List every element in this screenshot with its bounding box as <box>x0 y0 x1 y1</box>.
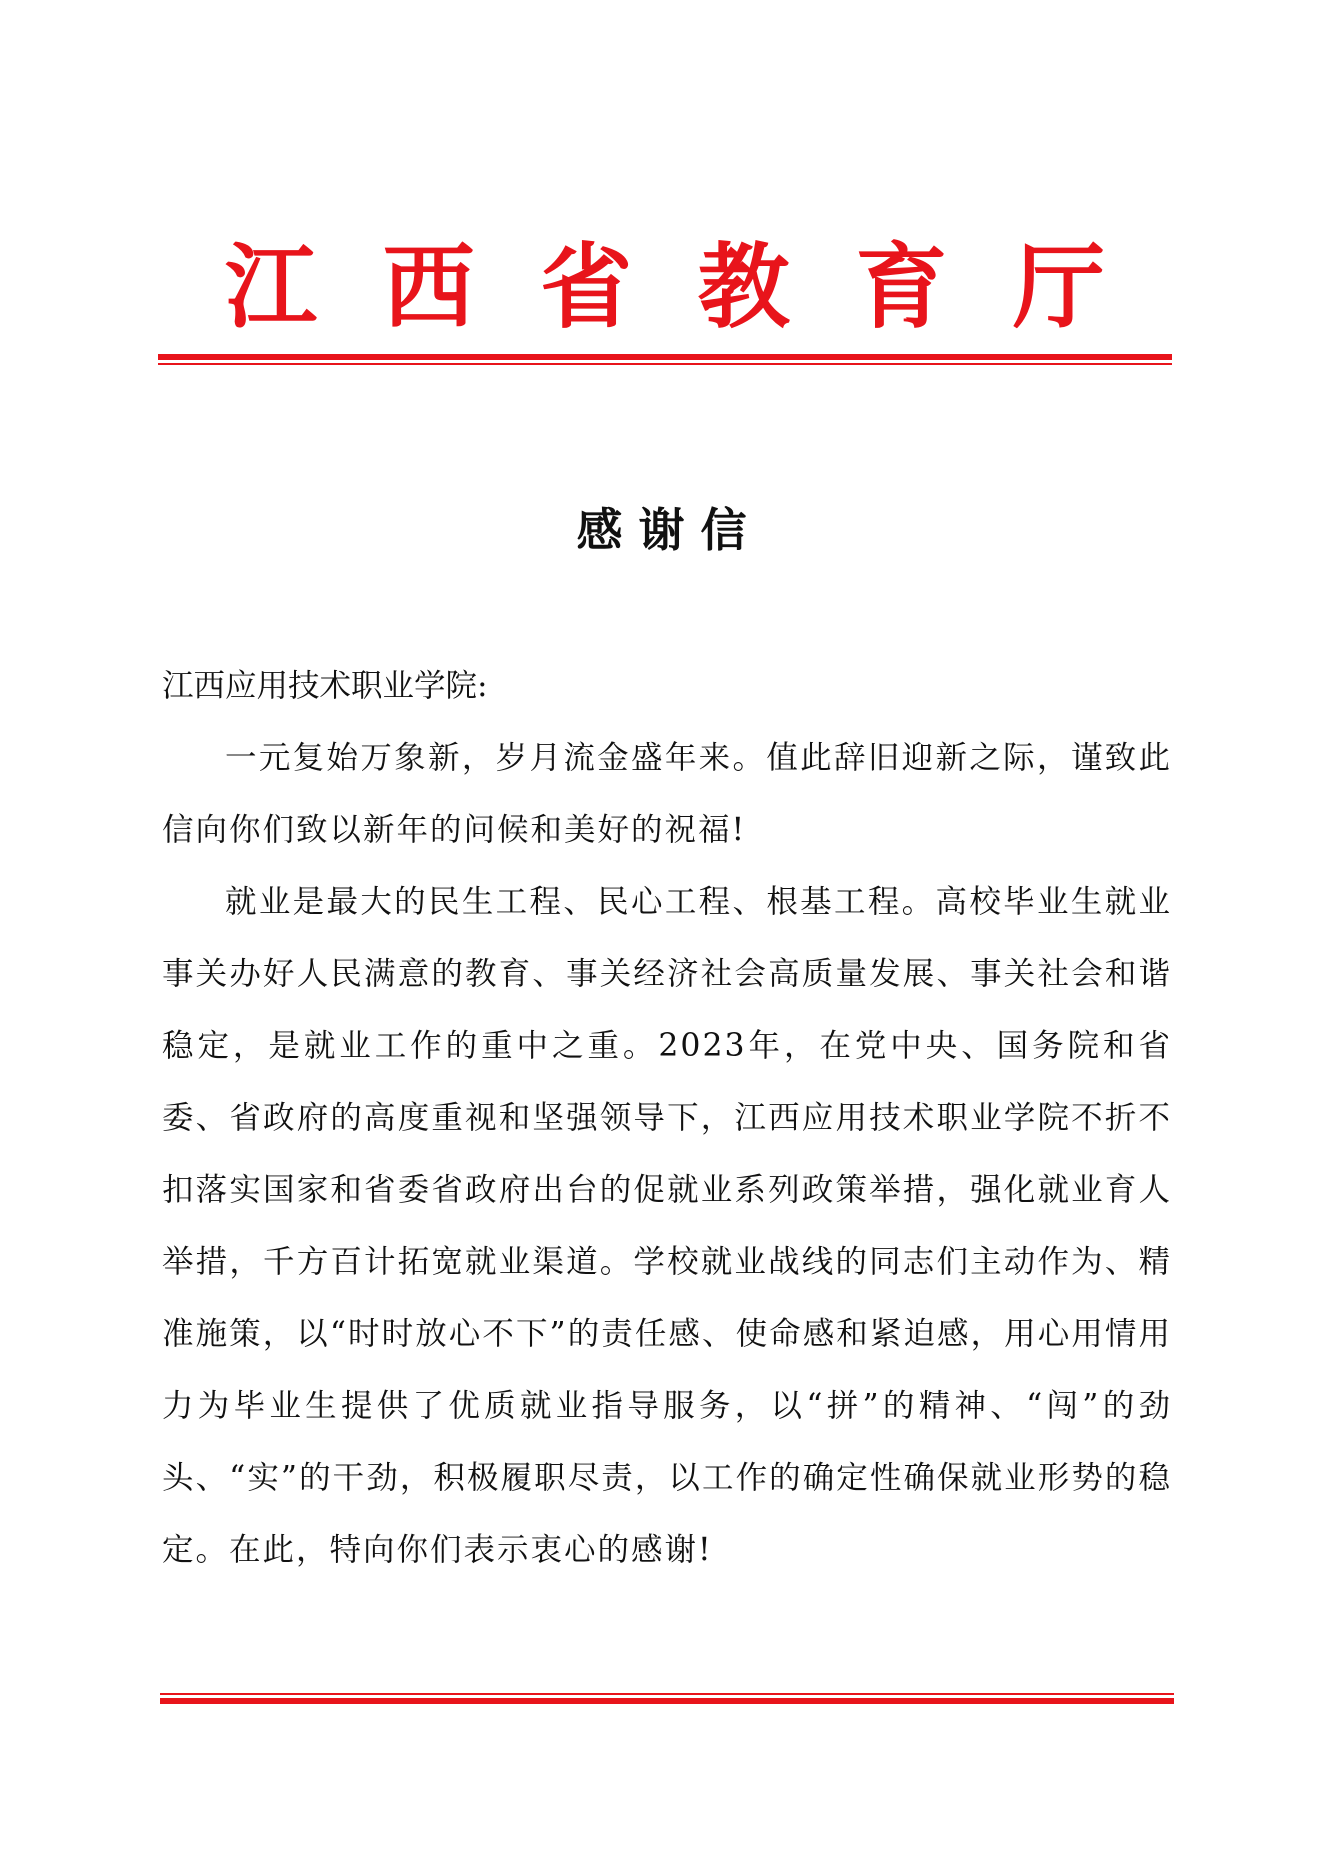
divider-thick-line <box>160 1698 1174 1704</box>
divider-thin-line <box>158 363 1172 365</box>
letter-body <box>162 650 1172 1586</box>
footer-divider <box>160 1693 1174 1704</box>
salutation: 江西应用技术职业学院: <box>162 668 488 704</box>
letterhead <box>225 232 1105 342</box>
letterhead-char: 省 <box>540 233 633 341</box>
body-paragraph: 就业是最大的民生工程、民心工程、根基工程。高校毕业生就业事关办好人民满意的教育、事关经济社会高质量发展、事关社会和谐稳定，是就业工作的重中之重。2023年，在党中央、国务院和省委、省政府的高度重视和坚强领导下，江西应用技术职业学院不折不扣落实国家和省委省政府出台的促就业系列政策举措，强化就业育人举措，千方百计拓宽就业渠道。学校就业战线的同志们主动作为、精准施策，以“时时放心不下”的责任感、使命感和紧迫感，用心用情用力为毕业生提供了优质就业指导服务，以“拼”的精神、“闯”的劲头、“实”的干劲，积极履职尽责，以工作的确定性确保就业形势的稳定。在此，特向你们表示衷心的感谢! <box>162 884 1172 1568</box>
letterhead-char: 江 <box>225 233 318 341</box>
letterhead-divider <box>158 354 1172 365</box>
letterhead-char: 西 <box>382 233 475 341</box>
letterhead-char: 厅 <box>1012 233 1105 341</box>
letterhead-char: 教 <box>697 233 790 341</box>
document-title: 感谢信 <box>576 503 763 557</box>
letterhead-char: 育 <box>855 233 948 341</box>
body-paragraph: 一元复始万象新，岁月流金盛年来。值此辞旧迎新之际，谨致此信向你们致以新年的问候和美好的祝福! <box>162 740 1172 848</box>
